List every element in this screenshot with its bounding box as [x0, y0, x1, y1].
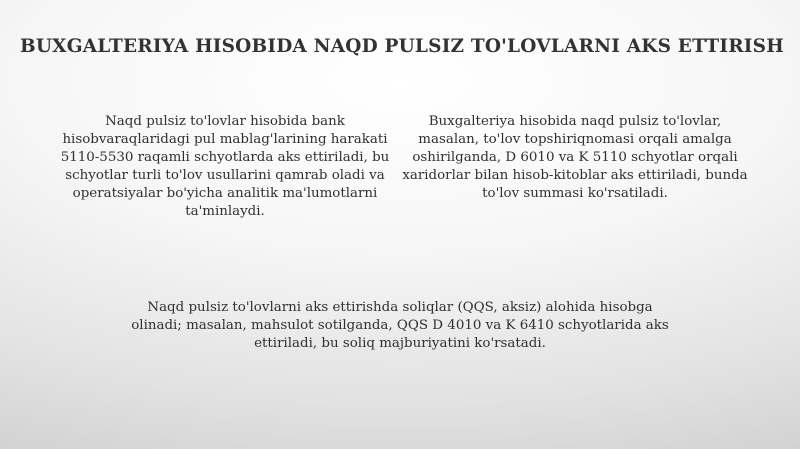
left-text-block: Naqd pulsiz to'lovlar hisobida bank hisobvaraqlaridagi pul mablag'larining harakati 5110-5530 raqamli schyotlarda aks ettiriladi, bu schyotlar turli to'lov usullarini qamrab oladi va operatsiyalar bo'yicha analitik ma'lumotlarni ta'minlaydi.	[60, 114, 390, 219]
bottom-text-block: Naqd pulsiz to'lovlarni aks ettirishda soliqlar (QQS, aksiz) alohida hisobga olinadi; masalan, mahsulot sotilganda, QQS D 4010 va K 6410 schyotlarida aks ettiriladi, bu soliq majburiyatini ko'rsatadi.	[131, 300, 669, 351]
right-text-block: Buxgalteriya hisobida naqd pulsiz to'lovlar, masalan, to'lov topshiriqnomasi orqali amalga oshirilganda, D 6010 va K 5110 schyotlar orqali xaridorlar bilan hisob-kitoblar aks ettiriladi, bunda to'lov summasi ko'rsatiladi.	[402, 114, 748, 201]
slide-title: BUXGALTERIYA HISOBIDA NAQD PULSIZ TO'LOVLARNI AKS ETTIRISH	[20, 36, 784, 57]
